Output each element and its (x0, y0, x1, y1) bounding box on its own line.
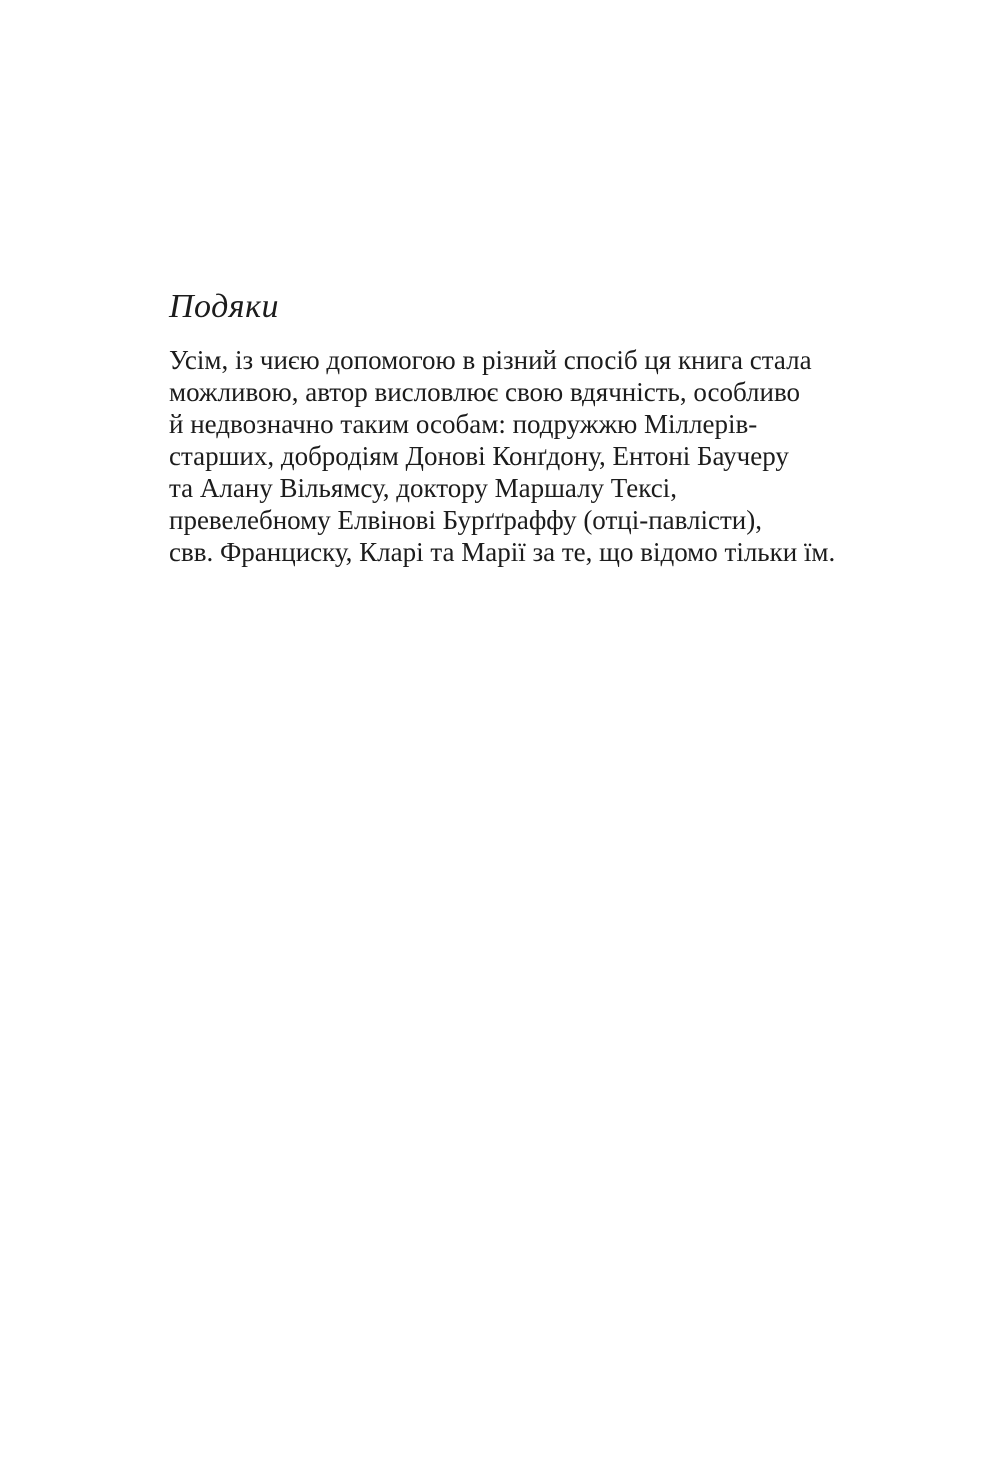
paragraph-line: та Алану Вільямсу, доктору Маршалу Тексі, (169, 473, 677, 503)
section-heading: Подяки (169, 288, 280, 325)
paragraph-line: старших, добродіям Донові Конґдону, Ентоні Баучеру (169, 441, 789, 471)
paragraph-line: й недвозначно таким особам: подружжю Міллерів- (169, 409, 758, 439)
acknowledgments-paragraph (169, 344, 889, 568)
paragraph-line: Усім, із чиєю допомогою в різний спосіб ця книга стала (169, 345, 812, 375)
paragraph-line: можливою, автор висловлює свою вдячність, особливо (169, 377, 801, 407)
paragraph-line: свв. Франциску, Кларі та Марії за те, що відомо тільки їм. (169, 537, 836, 567)
paragraph-line: превелебному Елвінові Бурґґраффу (отці-павлісти), (169, 505, 762, 535)
